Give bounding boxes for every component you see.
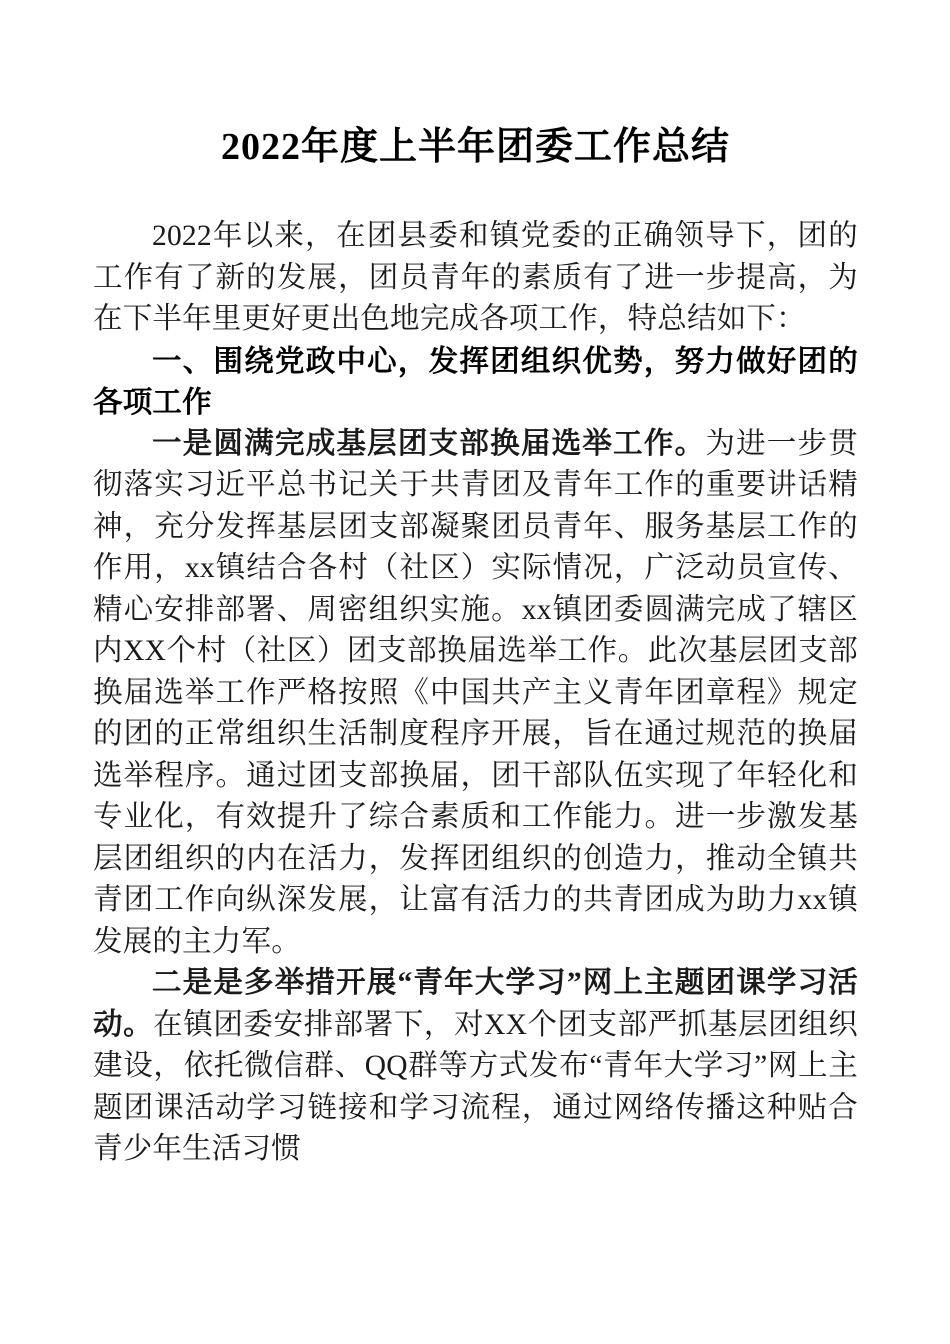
paragraph-point-one (93, 424, 858, 964)
paragraph-point-one-lead: 一是圆满完成基层团支部换届选举工作。 (152, 427, 706, 460)
paragraph-point-two-lead: 二是是多举措开展“青年大学习”网上主题团课学习活动。 (93, 967, 858, 1041)
paragraph-point-two (93, 963, 858, 1171)
paragraph-intro: 2022年以来，在团县委和镇党委的正确领导下，团的工作有了新的发展，团员青年的素质有了进一步提高，为在下半年里更好更出色地完成各项工作，特总结如下： (93, 220, 858, 335)
paragraph-point-one-body: 为进一步贯彻落实习近平总书记关于共青团及青年工作的重要讲话精神，充分发挥基层团支部凝聚团员青年、服务基层工作的作用，xx镇结合各村（社区）实际情况，广泛动员宣传、精心安排部署、周密组织实施。xx镇团委圆满完成了辖区内XX个村（社区）团支部换届选举工作。此次基层团支部换届选举工作严格按照《中国共产主义青年团章程》规定的团的正常组织生活制度程序开展，旨在通过规范的换届选举程序。通过团支部换届，团干部队伍实现了年轻化和专业化，有效提升了综合素质和工作能力。进一步激发基层团组织的内在活力，发挥团组织的创造力，推动全镇共青团工作向纵深发展，让富有活力的共青团成为助力xx镇发展的主力军。 (93, 427, 858, 958)
document-content (93, 0, 858, 1171)
paragraph-point-two-body: 在镇团委安排部署下，对XX个团支部严抓基层团组织建设，依托微信群、QQ群等方式发布“青年大学习”网上主题团课活动学习链接和学习流程，通过网络传播这种贴合青少年生活习惯 (93, 1008, 858, 1165)
section-heading-one: 一、围绕党政中心，发挥团组织优势，努力做好团的各项工作 (93, 344, 858, 419)
page-title: 2022年度上半年团委工作总结 (220, 126, 730, 168)
